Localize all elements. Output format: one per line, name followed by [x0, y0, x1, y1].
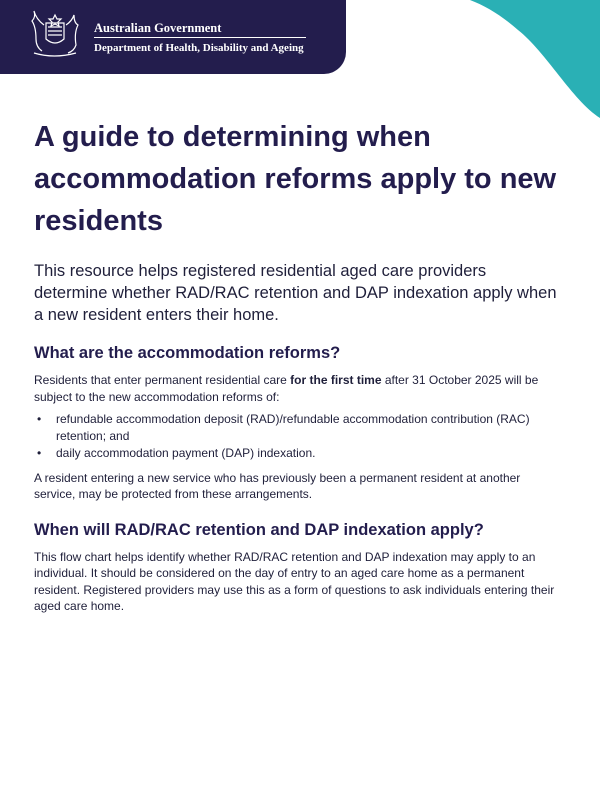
- emphasis-first-time: for the first time: [290, 373, 382, 387]
- bullet-icon: •: [37, 412, 42, 426]
- flowchart-intro-paragraph: This flow chart helps identify whether RAD/RAC retention and DAP indexation may apply to an individual. It should be considered on the day of entry to an aged care home as a permanent resident. Registered providers may use this as a form of questions to ask individuals entering their aged care home.: [34, 549, 555, 613]
- list-item: • daily accommodation payment (DAP) indexation.: [37, 446, 316, 460]
- header-divider: [94, 37, 306, 38]
- government-name: Australian Government: [94, 21, 222, 35]
- decorative-corner-swoosh: [470, 0, 600, 118]
- section-heading-reforms: What are the accommodation reforms?: [34, 344, 341, 362]
- list-item: • refundable accommodation deposit (RAD)/refundable accommodation contribution (RAC) retention; and: [37, 412, 530, 443]
- reforms-list: [34, 411, 564, 462]
- coat-of-arms-icon: [26, 9, 84, 59]
- department-name: Department of Health, Disability and Ageing: [94, 42, 304, 54]
- government-header: [0, 0, 346, 74]
- protection-paragraph: A resident entering a new service who has previously been a permanent resident at another service, may be protected from these arrangements.: [34, 470, 521, 501]
- section-heading-when-apply: When will RAD/RAC retention and DAP indexation apply?: [34, 520, 484, 539]
- bullet-icon: •: [37, 446, 42, 460]
- reforms-paragraph: Residents that enter permanent residential care for the first time after 31 October 2025 will be subject to the new accommodation reforms of:: [34, 373, 539, 404]
- document-body: [34, 116, 564, 615]
- intro-paragraph: This resource helps registered residential aged care providers determine whether RAD/RAC retention and DAP indexation apply when a new resident enters their home.: [34, 262, 557, 324]
- page-title: A guide to determining when accommodation reforms apply to new residents: [34, 121, 557, 237]
